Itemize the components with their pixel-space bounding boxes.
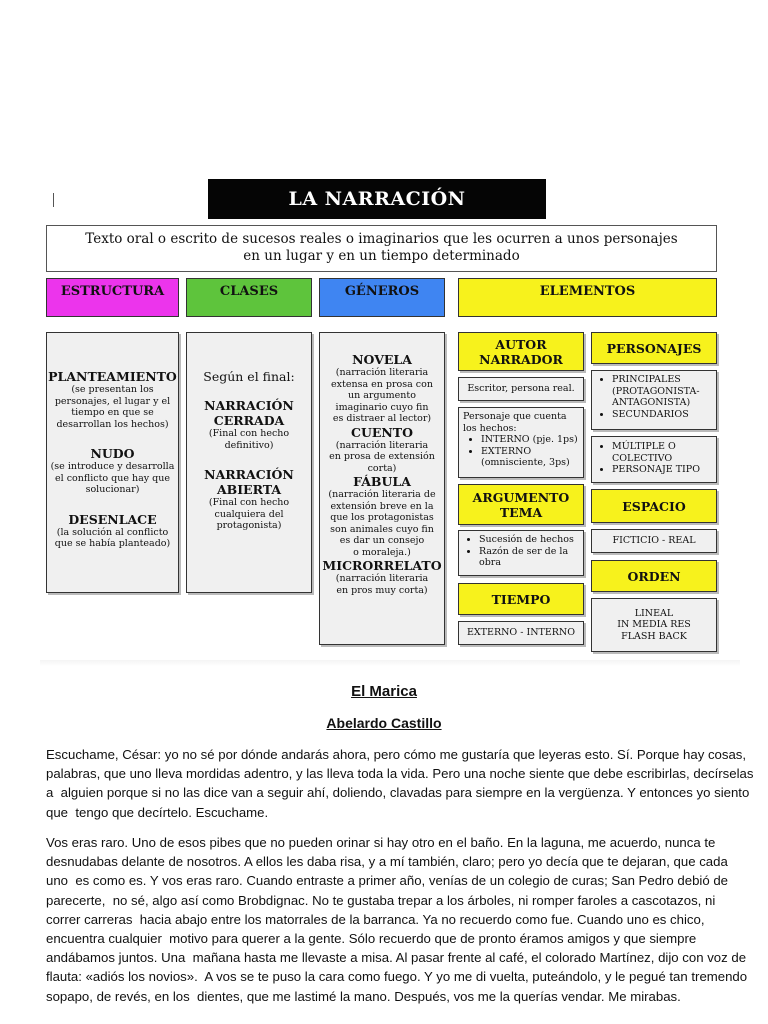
tiempo-values-box [458, 621, 584, 645]
fabula-heading: FÁBULA [353, 474, 411, 489]
heading-line: NARRACIÓN [204, 398, 294, 413]
text-line: correr carreras hacia abajo entre los matorrales de la barranca. Ya no recuerdo como fue. Cuando uno es chico, [46, 911, 705, 927]
box-line: NARRADOR [479, 351, 563, 367]
argumento-items-box [458, 530, 584, 576]
box-text: EXTERNO - INTERNO [466, 627, 576, 639]
box-line: ORDEN [627, 568, 681, 584]
text-line: encuentra cualquier motivo para querer a la gente. Sólo recuerdo que de pronto éramos amigos y que siempre [46, 931, 697, 947]
definition-line: Texto oral o escrito de sucesos reales o imaginarios que les ocurren a unos personajes [85, 231, 678, 247]
text-line: Escuchame, César: yo no sé por dónde andarás ahora, pero cómo me gustaría que leyeras esto. Sí. Porque hay cosas, [46, 747, 747, 762]
abierta-desc [187, 497, 311, 532]
clases-column [186, 332, 312, 593]
item-line: (omnisciente, 3ps) [481, 457, 570, 468]
desc-line: desarrollan los hechos) [56, 418, 169, 430]
heading-line: ABIERTA [216, 482, 282, 497]
desenlace-heading: DESENLACE [68, 511, 157, 527]
box-line: AUTOR [495, 336, 547, 352]
personajes-box [591, 332, 717, 364]
desenlace-desc [47, 527, 178, 550]
list-item: • PERSONAJE TIPO [612, 464, 714, 476]
desc-line: corta) [367, 462, 397, 474]
desc-line: extensión breve en la [330, 500, 434, 512]
nudo-heading: NUDO [90, 446, 135, 461]
espacio-box [591, 489, 717, 523]
text-line: que tengo que decírtelo. Escuchame. [46, 804, 269, 820]
list-item: • Razón de ser de la obra [479, 546, 581, 569]
desc-line: (narración literaria de [328, 489, 436, 500]
cerrada-desc [187, 428, 311, 451]
planteamiento-heading: PLANTEAMIENTO [48, 369, 177, 384]
desc-line: que los protagonistas [330, 512, 434, 523]
category-clases: CLASES [186, 278, 312, 317]
desc-line: (se introduce y desarrolla [50, 461, 175, 472]
list-item [481, 446, 579, 469]
list-item: • PRINCIPALES (PROTAGONISTA-ANTAGONISTA) [612, 374, 714, 409]
personajes-tipo-box [591, 436, 717, 483]
box-text: LINEAL [634, 607, 674, 619]
desc-line: (narración literaria [335, 367, 429, 378]
desc-line: tiempo en que se [71, 407, 154, 418]
desc-line: que se había planteado) [54, 538, 171, 549]
novela-desc [320, 367, 444, 425]
text-line: desnudabas delante de nosotros. A ellos les daba risa, y a mí también, claro; pero yo decía que te dejaran, que cada [46, 854, 728, 870]
box-line: ARGUMENTO [472, 489, 570, 505]
personajes-list-box [591, 370, 717, 430]
text-line: parecerte, no sé, algo así como Brobdignac. No te gustaba trepar a los árboles, ni romper faroles a cascotazos, ni [46, 892, 716, 908]
desc-line: personajes, el lugar y el [54, 395, 171, 407]
box-text: FLASH BACK [621, 630, 687, 642]
desc-line: definitivo) [224, 439, 274, 451]
text-line: flauta: «adiós los novios». A vos se te puso la cara como fuego. Y yo me di vuelta, puteándolo, y le pegué tan tremendo [46, 969, 748, 985]
desc-line: o moraleja.) [353, 546, 411, 558]
desc-line: en prosa de extensión [329, 451, 435, 462]
box-line: PERSONAJES [606, 340, 702, 356]
text-line: Vos eras raro. Uno de esos pibes que no pueden orinar si hay otro en el baño. En la laguna, me acuerdo, nunca te [46, 835, 716, 850]
desc-line: (la solución al conflicto [56, 526, 169, 538]
personaje-narrador-box [458, 407, 584, 478]
infographic-title: LA NARRACIÓN [208, 179, 546, 219]
desc-line: extensa en prosa con [331, 378, 433, 390]
orden-values-box [591, 598, 717, 652]
desc-line: es dar un consejo [339, 535, 425, 546]
microrrelato-heading: MICRORRELATO [322, 558, 442, 573]
desc-line: un argumento [348, 390, 416, 401]
fabula-desc [320, 489, 444, 558]
estructura-column [46, 332, 179, 593]
desc-line: (narración literaria [335, 439, 429, 451]
list-item: • Sucesión de hechos [479, 534, 581, 546]
box-line: ESPACIO [622, 498, 686, 514]
box-text: Escritor, persona real. [467, 383, 575, 395]
heading-line: CERRADA [213, 413, 285, 428]
list-item: • MÚLTIPLE O COLECTIVO [612, 441, 714, 464]
autor-narrador-box [458, 332, 584, 371]
desc-line: (se presentan los [71, 384, 154, 395]
tiempo-box [458, 583, 584, 615]
paragraph-1 [46, 745, 754, 822]
desc-line: protagonista) [216, 520, 282, 531]
orden-box [591, 560, 717, 592]
planteamiento-desc [47, 384, 178, 430]
novela-heading: NOVELA [352, 352, 412, 367]
desc-line: cualquiera del [214, 508, 284, 520]
desc-line: es distraer al lector) [332, 413, 432, 424]
microrrelato-desc [320, 573, 444, 596]
desc-line: (narración literaria [335, 573, 429, 584]
desc-line: (Final con hecho [208, 428, 290, 439]
abierta-heading [187, 467, 311, 497]
desc-line: en pros muy corta) [336, 584, 428, 596]
desc-line: solucionar) [85, 484, 140, 495]
box-text: FICTICIO - REAL [612, 535, 696, 547]
box-line: TEMA [499, 504, 543, 520]
desc-line: el conflicto que hay que [55, 472, 170, 484]
definition-box [46, 225, 717, 272]
box-text: Personaje que cuenta los hechos: [463, 411, 567, 434]
argumento-tema-box [458, 484, 584, 525]
clases-intro: Según el final: [203, 369, 295, 384]
generos-column [319, 332, 445, 645]
nudo-desc [47, 461, 178, 496]
text-line: uno es como es. Y vos eras raro. Cuando entraste a primer año, venías de un colegio de curas; San Pedro debió de [46, 873, 729, 889]
list-item: • INTERNO (pje. 1ps) [481, 434, 579, 446]
category-estructura: ESTRUCTURA [46, 278, 179, 317]
story-title: El Marica [351, 683, 417, 700]
text-cursor [53, 193, 54, 207]
list-item: • SECUNDARIOS [612, 409, 714, 421]
heading-line: NARRACIÓN [204, 467, 294, 482]
text-line: andábamos juntos. Una mañana hasta me llevaste a misa. Al pasar frente al café, el colorado Martínez, dijo con voz de [46, 950, 747, 966]
cuento-desc [320, 440, 444, 475]
desc-line: son animales cuyo fin [330, 523, 434, 535]
category-elementos: ELEMENTOS [458, 278, 717, 317]
text-line: sopapo, de revés, en los dientes, que me lastimé la mano. Después, vos me la querías vendar. Me mirabas. [46, 988, 681, 1004]
item-line: • EXTERNO [481, 445, 532, 457]
definition-line: en un lugar y en un tiempo determinado [243, 248, 520, 264]
paragraph-2 [46, 833, 748, 1006]
escritor-box [458, 377, 584, 401]
cuento-heading: CUENTO [351, 424, 413, 440]
text-line: a alguien porque si no las dice van a seguir ahí, doliendo, clavadas para siempre en la vergüenza. Y entonces yo siento [46, 785, 750, 801]
story-author: Abelardo Castillo [326, 715, 442, 731]
text-line: palabras, que uno lleva mordidas adentro, y las lleva toda la vida. Pero una noche siente que debe escribirlas, decírselas [46, 766, 754, 782]
box-line: TIEMPO [491, 591, 551, 607]
desc-line: imaginario cuyo fin [335, 401, 429, 413]
desc-line: (Final con hecho [208, 497, 290, 508]
image-bottom-edge [40, 660, 740, 666]
box-text: IN MEDIA RES [617, 619, 691, 631]
cerrada-heading [187, 398, 311, 428]
espacio-values-box [591, 529, 717, 553]
category-generos: GÉNEROS [319, 278, 445, 317]
